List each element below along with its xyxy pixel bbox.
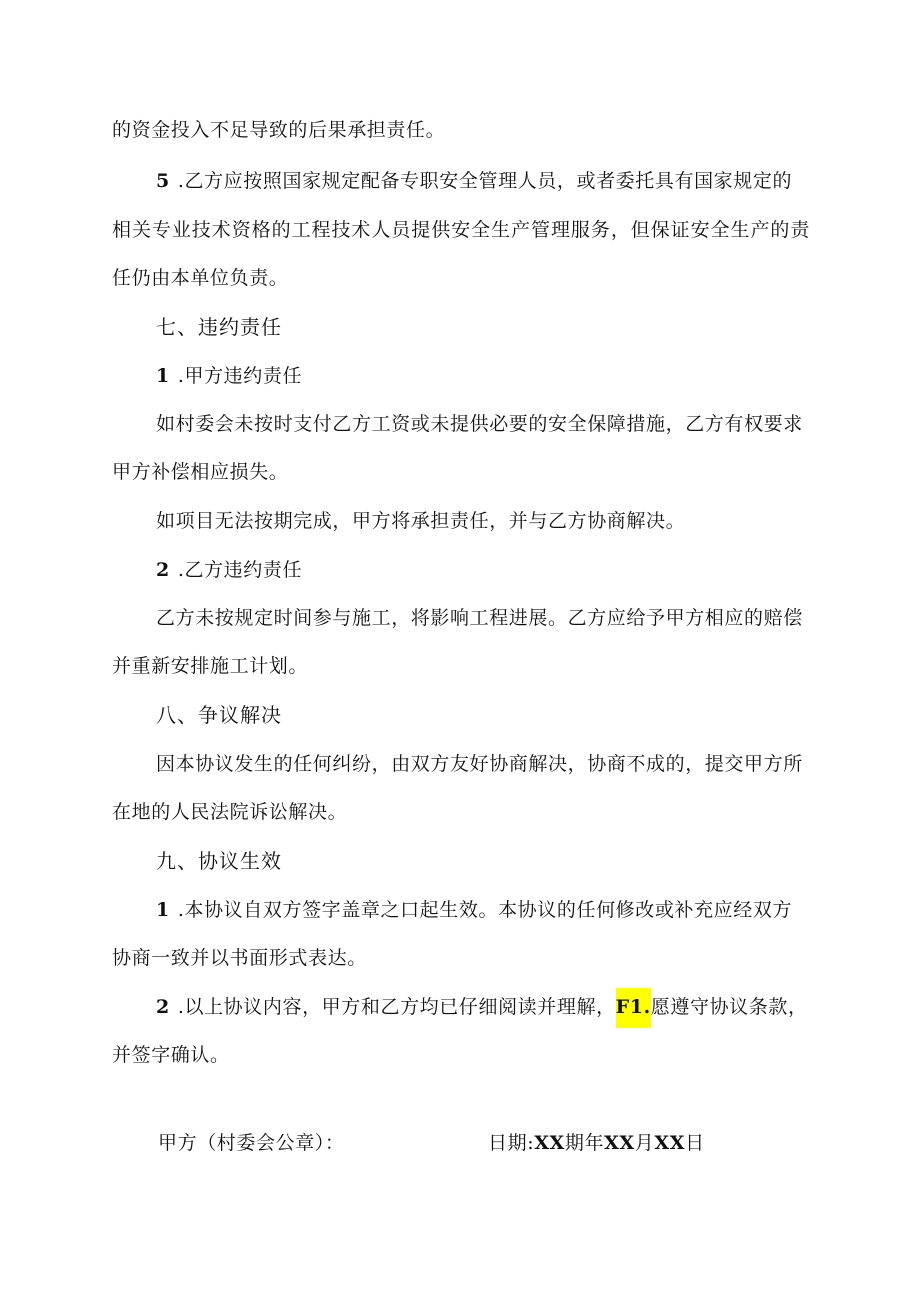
section-8-p1-line-1: 因本协议发生的任何纠纷，由双方友好协商解决，协商不成的，提交甲方所: [156, 753, 803, 775]
section-8-p1-line-2: 在地的人民法院诉讼解决。: [112, 801, 348, 823]
party-a-signature-label: 甲方（村委会公章）：: [158, 1132, 345, 1154]
date-line: [488, 1130, 705, 1156]
paragraph-text: 的资金投入不足导致的后果承担责任。: [112, 119, 446, 141]
date-month-placeholder: XX: [604, 1132, 635, 1154]
section-7-p3-line-1: 乙方未按规定时间参与施工，将影响工程进展。乙方应给予甲方相应的赔偿: [156, 607, 803, 629]
date-year-placeholder: XX: [534, 1132, 565, 1154]
section-9-item-1-line-1: [156, 897, 792, 923]
section-7-p1-line-1: 如村委会未按时支付乙方工资或未提供必要的安全保障措施，乙方有权要求: [156, 413, 803, 435]
section-9-item-2-line-2: 并签字确认。: [112, 1044, 230, 1066]
date-day-suffix: 日: [685, 1132, 705, 1154]
section-9-heading: 九、协议生效: [156, 849, 282, 873]
date-label: 日期:: [488, 1132, 535, 1154]
item-number: 1: [156, 899, 170, 921]
paragraph-continuation: [112, 117, 445, 143]
section-9-item-2-line-1: [156, 994, 808, 1020]
date-month-suffix: 月: [634, 1132, 655, 1154]
section-7-p1-line-2: 甲方补偿相应损失。: [112, 461, 289, 483]
sub-text: .甲方违约责任: [177, 365, 303, 387]
item-5-line-1: [156, 168, 792, 194]
item-5-line-2: 相关专业技术资格的工程技术人员提供安全生产管理服务，但保证安全生产的责: [112, 219, 810, 241]
highlighted-text: F1.: [616, 988, 651, 1028]
item-5-line-3: 任仍由本单位负责。: [112, 267, 289, 289]
section-8-heading: 八、争议解决: [156, 703, 282, 727]
section-7-heading: 七、违约责任: [156, 315, 282, 339]
sub-text: .乙方违约责任: [177, 559, 303, 581]
item-number: 2: [156, 996, 170, 1018]
section-9-item-1-line-2: 协商一致并以书面形式表达。: [112, 947, 367, 969]
item-number: 5: [156, 170, 170, 192]
sub-number: 2: [156, 559, 170, 581]
section-7-sub-1: [156, 363, 302, 389]
item-text-rest: 愿遵守协议条款，: [650, 996, 808, 1018]
item-text: .以上协议内容，甲方和乙方均已仔细阅读并理解，: [177, 996, 616, 1018]
section-7-sub-2: [156, 557, 302, 583]
sub-number: 1: [156, 365, 170, 387]
section-7-p3-line-2: 并重新安排施工计划。: [112, 655, 309, 677]
date-day-placeholder: XX: [654, 1132, 686, 1154]
item-text: .本协议自双方签字盖章之口起生效。本协议的任何修改或补充应经双方: [177, 899, 793, 921]
item-text: .乙方应按照国家规定配备专职安全管理人员，或者委托具有国家规定的: [177, 170, 793, 192]
section-7-p2: 如项目无法按期完成，甲方将承担责任，并与乙方协商解决。: [156, 510, 686, 532]
date-year-suffix: 期年: [564, 1132, 605, 1154]
